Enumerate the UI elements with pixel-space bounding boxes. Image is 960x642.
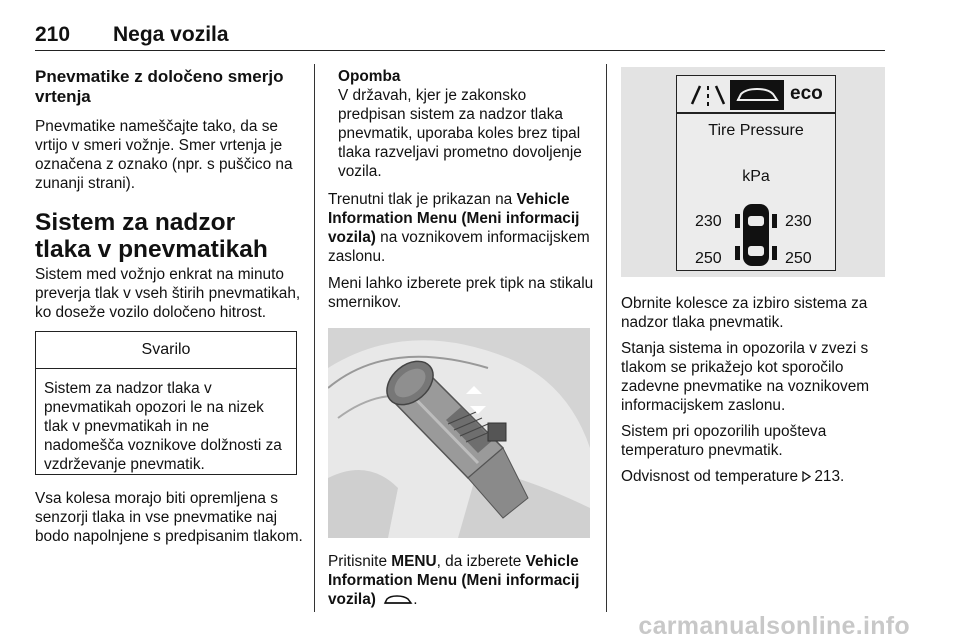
display-title: Tire Pressure xyxy=(708,122,804,139)
note-body: V državah, kjer je zakonsko predpisan sistem za nadzor tlaka pnevmatik, uporaba koles brez tipal tlaka razveljavi prometno dovoljenje vozila. xyxy=(338,87,582,180)
section-heading-rotation: Pnevmatike z določeno smerjo vrtenja xyxy=(35,67,284,106)
text-run: Pritisnite xyxy=(328,553,392,570)
paragraph-system-status: Stanja sistema in opozorila v zvezi s tlakom se prikažejo kot sporočilo zadevne pnevmatike na voznikovem informacijskem zaslonu. xyxy=(621,340,870,414)
page-reference-link[interactable]: 213. xyxy=(814,468,845,485)
section-heading-tpms: Sistem za nadzor tlaka v pnevmatikah xyxy=(35,209,268,263)
lever-drawing xyxy=(328,328,590,538)
tire-front-left-value: 230 xyxy=(695,213,722,230)
paragraph-sensors: Vsa kolesa morajo biti opremljena s senzorji tlaka in vse pnevmatike naj bodo napolnjene s predpisanim tlakom. xyxy=(35,490,303,545)
eco-label: eco xyxy=(790,83,823,104)
vehicle-menu-tab-active xyxy=(730,80,784,110)
watermark: carmanualsonline.info xyxy=(638,612,910,640)
menu-button-name: MENU xyxy=(391,553,437,570)
display-divider xyxy=(677,112,835,114)
display-unit: kPa xyxy=(742,168,770,185)
paragraph-tpms-intro: Sistem med vožnjo enkrat na minuto preverja tlak v vseh štirih pnevmatikah, ko doseže vozilo določeno hitrost. xyxy=(35,266,301,321)
header-rule xyxy=(35,50,885,51)
page-reference-arrow-icon xyxy=(802,471,811,482)
car-top-view-icon xyxy=(733,202,779,270)
note-title: Opomba xyxy=(338,68,401,85)
car-icon xyxy=(730,80,784,110)
display-frame xyxy=(676,75,836,271)
turn-signal-lever-illustration xyxy=(328,328,590,538)
paragraph-turn-wheel: Obrnite kolesce za izbiro sistema za nadzor tlaka pnevmatik. xyxy=(621,295,868,331)
menu-name-bold: Vehicle Information Menu (Meni informacij vozila) xyxy=(328,553,580,608)
text-run: Trenutni tlak je prikazan na xyxy=(328,191,517,208)
page-number: 210 xyxy=(35,23,71,46)
warning-box xyxy=(35,331,297,475)
tire-front-right-value: 230 xyxy=(785,213,812,230)
car-icon xyxy=(383,594,413,606)
tire-rear-left-value: 250 xyxy=(695,250,722,267)
paragraph-temperature-reference xyxy=(621,467,889,486)
lane-assist-icon xyxy=(682,82,732,108)
tire-pressure-display-illustration xyxy=(621,67,885,277)
note-block xyxy=(328,67,596,181)
warning-title: Svarilo xyxy=(36,332,296,369)
text-run: . xyxy=(413,591,418,608)
paragraph-rotation: Pnevmatike nameščajte tako, da se vrtijo v smeri vožnje. Smer vrtenja je označena z oznako (npr. s puščico na zunanji strani). xyxy=(35,118,293,192)
column-2 xyxy=(328,67,596,609)
warning-body: Sistem za nadzor tlaka v pnevmatikah opozori le na nizek tlak v pnevmatikah in ne nadomešča voznikove dolžnosti za vzdrževanje pnevmatik. xyxy=(44,380,282,473)
column-1 xyxy=(35,67,303,546)
paragraph-menu-select: Meni lahko izberete prek tipk na stikalu smernikov. xyxy=(328,275,594,311)
paragraph-temperature: Sistem pri opozorilih upošteva temperaturo pnevmatik. xyxy=(621,423,827,459)
chapter-title: Nega vozila xyxy=(113,23,229,46)
text-run: , da izberete xyxy=(436,553,526,570)
text-run: Odvisnost od temperature xyxy=(621,468,803,485)
menu-name-bold: Vehicle Information Menu (Meni informacij vozila) xyxy=(328,191,580,246)
paragraph-press-menu xyxy=(328,552,596,609)
column-divider-1 xyxy=(314,64,315,612)
tire-rear-right-value: 250 xyxy=(785,250,812,267)
column-3 xyxy=(621,294,889,486)
column-divider-2 xyxy=(606,64,607,612)
paragraph-pressure-shown xyxy=(328,190,596,266)
text-run: na voznikovem informacijskem zaslonu. xyxy=(328,229,590,265)
